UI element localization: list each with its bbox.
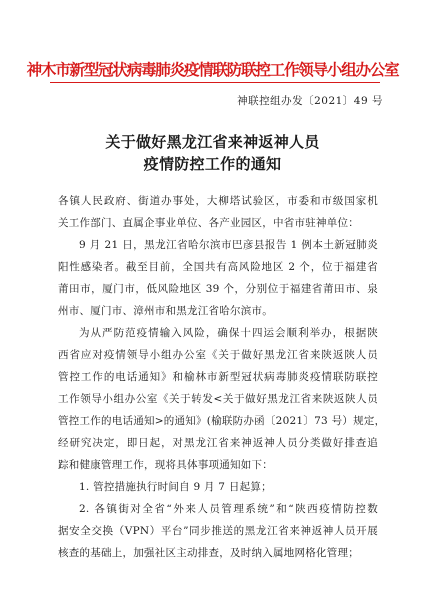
body-line: 为从严防范疫情输入风险，确保十四运会顺利举办，根据陕 <box>79 327 378 339</box>
body-line: 阳性感染者。截至目前，全国共有高风险地区 2 个，位于福建省 <box>58 261 378 273</box>
body-line: 核查的基础上，加强社区主动排查，及时纳入属地网格化管理； <box>58 547 359 559</box>
body-line: 9 月 21 日，黑龙江省哈尔滨市巴彦县报告 1 例本土新冠肺炎 <box>79 239 378 251</box>
body-line: 管控工作的电话通知》和榆林市新型冠状病毒肺炎疫情联防联控 <box>58 371 378 383</box>
body-line: 州市、厦门市、漳州市和黑龙江省哈尔滨市。 <box>58 305 273 317</box>
body-line: 工作领导小组办公室《关于转发<关于做好黑龙江省来陕返陕人员 <box>58 393 378 405</box>
body-line: 莆田市，厦门市，低风险地区 39 个，分别位于福建省莆田市、泉 <box>58 283 378 295</box>
body-line: 据安全交换（VPN）平台”同步推送的黑龙江省来神返神人员开展 <box>58 525 378 537</box>
list-item-2: 2. 各镇街对全省“外来人员管理系统”和“陕西疫情防控数 <box>79 503 378 515</box>
body-line: 各镇人民政府、街道办事处，大柳塔试验区，市委和市级国家机 <box>58 195 378 207</box>
body-line: 踪和健康管理工作，现将具体事项通知如下： <box>58 459 273 471</box>
body-line: 关工作部门、直属企事业单位、各产业园区，中省市驻神单位： <box>58 217 359 229</box>
document-title-line-2: 疫情防控工作的通知 <box>143 155 282 173</box>
body-line: 管控工作的电话通知>的通知》(榆联防办函〔2021〕73 号）规定， <box>58 415 386 427</box>
issuing-office-header: 神木市新型冠状病毒肺炎疫情联防联控工作领导小组办公室 <box>26 60 399 79</box>
list-item-1: 1. 管控措施执行时间自 9 月 7 日起算； <box>79 481 272 493</box>
document-number: 神联控组办发〔2021〕49 号 <box>237 95 383 107</box>
body-line: 西省应对疫情领导小组办公室《关于做好黑龙江省来陕返陕人员 <box>58 349 378 361</box>
body-line: 经研究决定，即日起，对黑龙江省来神返神人员分类做好排查追 <box>58 437 378 449</box>
document-title-line-1: 关于做好黑龙江省来神返神人员 <box>105 133 320 151</box>
red-divider-line <box>50 82 380 83</box>
